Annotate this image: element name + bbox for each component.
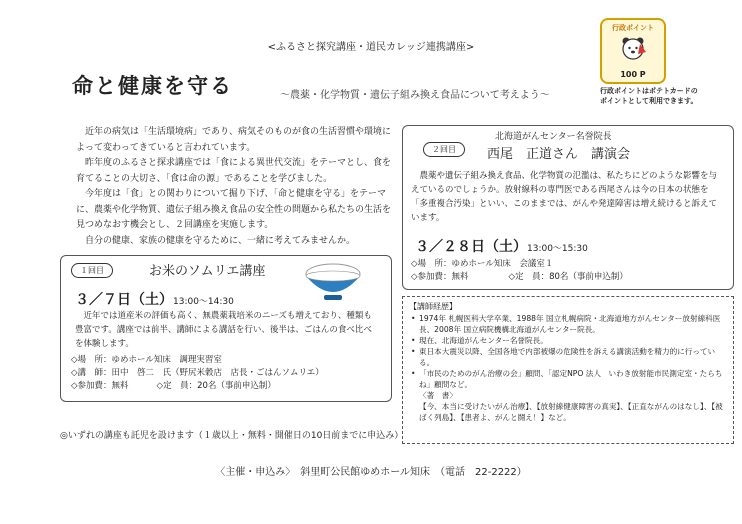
page-subtitle: ～農薬・化学物質・遺伝子組み換え食品について考えよう～ (280, 90, 550, 101)
lecture2-box (402, 125, 734, 290)
lecture2-info: ◇場 所：ゆめホール知床 会議室１ ◇参加費：無料 ◇定 員：80名（事前申込制） (411, 259, 628, 282)
page-title: 命と健康を守る (72, 74, 233, 98)
bear-mascot-icon (620, 36, 646, 60)
lecture1-tag: １回目 (71, 263, 113, 278)
lecture1-datetime: ３／７日（土）13:00～14:30 (75, 292, 234, 308)
history-list (403, 313, 733, 390)
header-subtitle: <ふるさと探究講座・道民カレッジ連携講座> (267, 42, 475, 53)
list-item: • 東日本大震災以降、全国各地で内部被爆の危険性を訴える講演活動を精力的に行っている。 (419, 346, 727, 368)
lecture2-title: 西尾 正道さん 講演会 (487, 147, 631, 162)
lecture2-body: 農薬や遺伝子組み換え食品、化学物質の氾濫は、私たちにどのような影響を与えているのでしょうか。放射線科の専門医である西尾さんは今の日本の状態を「多重複合汚染」といい、このままでは、がんや発達障害は増え続けると訴えています。 (411, 171, 718, 223)
books-heading: 〈著 書〉 (419, 391, 457, 400)
lecturer-history-box (402, 296, 734, 444)
badge-label: 行政ポイント (612, 24, 654, 32)
lecture1-title: お米のソムリエ講座 (149, 264, 266, 279)
points-badge (600, 18, 666, 84)
footer-contact: 〈主催・申込み〉 斜里町公民館ゆめホール知床 （電話 22-2222） (215, 467, 527, 478)
list-item: • 現在、北海道がんセンター名誉院長。 (419, 335, 727, 346)
badge-points: 100 P (620, 70, 646, 79)
intro-text: 近年の病気は「生活環境病」であり、病気そのものが食の生活習慣や環境によって変わってきていると言われています。 昨年度のふるさと探求講座では「食による異世代交流」をテーマとし、食を育てることの大切さ、「食は命の源」であることを学びました。 今年度は「食」との関わりについて掘り下げ、「命と健康を守る」をテーマに、農薬や化学物質、遺伝子組み換え食品の安全性の問題から私たちの生活を見つめなおす機会とし、２回講座を実施します。 自分の健康、家族の健康を守るために、一緒に考えてみませんか。 (76, 127, 392, 246)
lecture1-info: ◇場 所：ゆめホール知床 調理実習室 ◇講 師：田中 啓二 氏（野尻米穀店 店長・ごはんソムリエ） ◇参加費：無料 ◇定 員：20名（事前申込制） (71, 355, 324, 391)
rice-bowl-icon (300, 258, 366, 304)
lecture2-datetime: ３／２８日（土）13:00～15:30 (415, 239, 588, 255)
lecture2-affiliation: 北海道がんセンター名誉院長 (495, 132, 612, 142)
list-item: • 「市民のためのがん治療の会」顧問、「認定NPO 法人 いわき放射能市民測定室・たらちね」顧問など。 (419, 368, 727, 390)
badge-note: 行政ポイントはポテトカードの ポイントとして利用できます。 (600, 87, 698, 105)
childcare-note: ◎いずれの講座も託児を設けます（１歳以上・無料・開催日の10日前までに申込み） (60, 431, 404, 441)
lecture2-tag: ２回目 (423, 142, 465, 157)
history-heading: 【講師経歴】 (409, 302, 457, 311)
list-item: • 1974年 札幌医科大学卒業、1988年 国立札幌病院・北海道地方がんセンター放射線科医長、2008年 国立病院機構北海道がんセンター院長。 (419, 313, 727, 335)
lecture1-body: 近年では道産米の評価も高く、無農薬栽培米のニーズも増えており、種類も豊富です。講座では前半、講師による講話を行い、後半は、ごはんの食べ比べを体験します。 (75, 311, 372, 349)
books-list: 【今、本当に受けたいがん治療】、【放射線健康障害の真実】、【正直ながんのはなし】、【被ばく列島】、【患者よ、がんと闘え！】など。 (419, 402, 723, 422)
